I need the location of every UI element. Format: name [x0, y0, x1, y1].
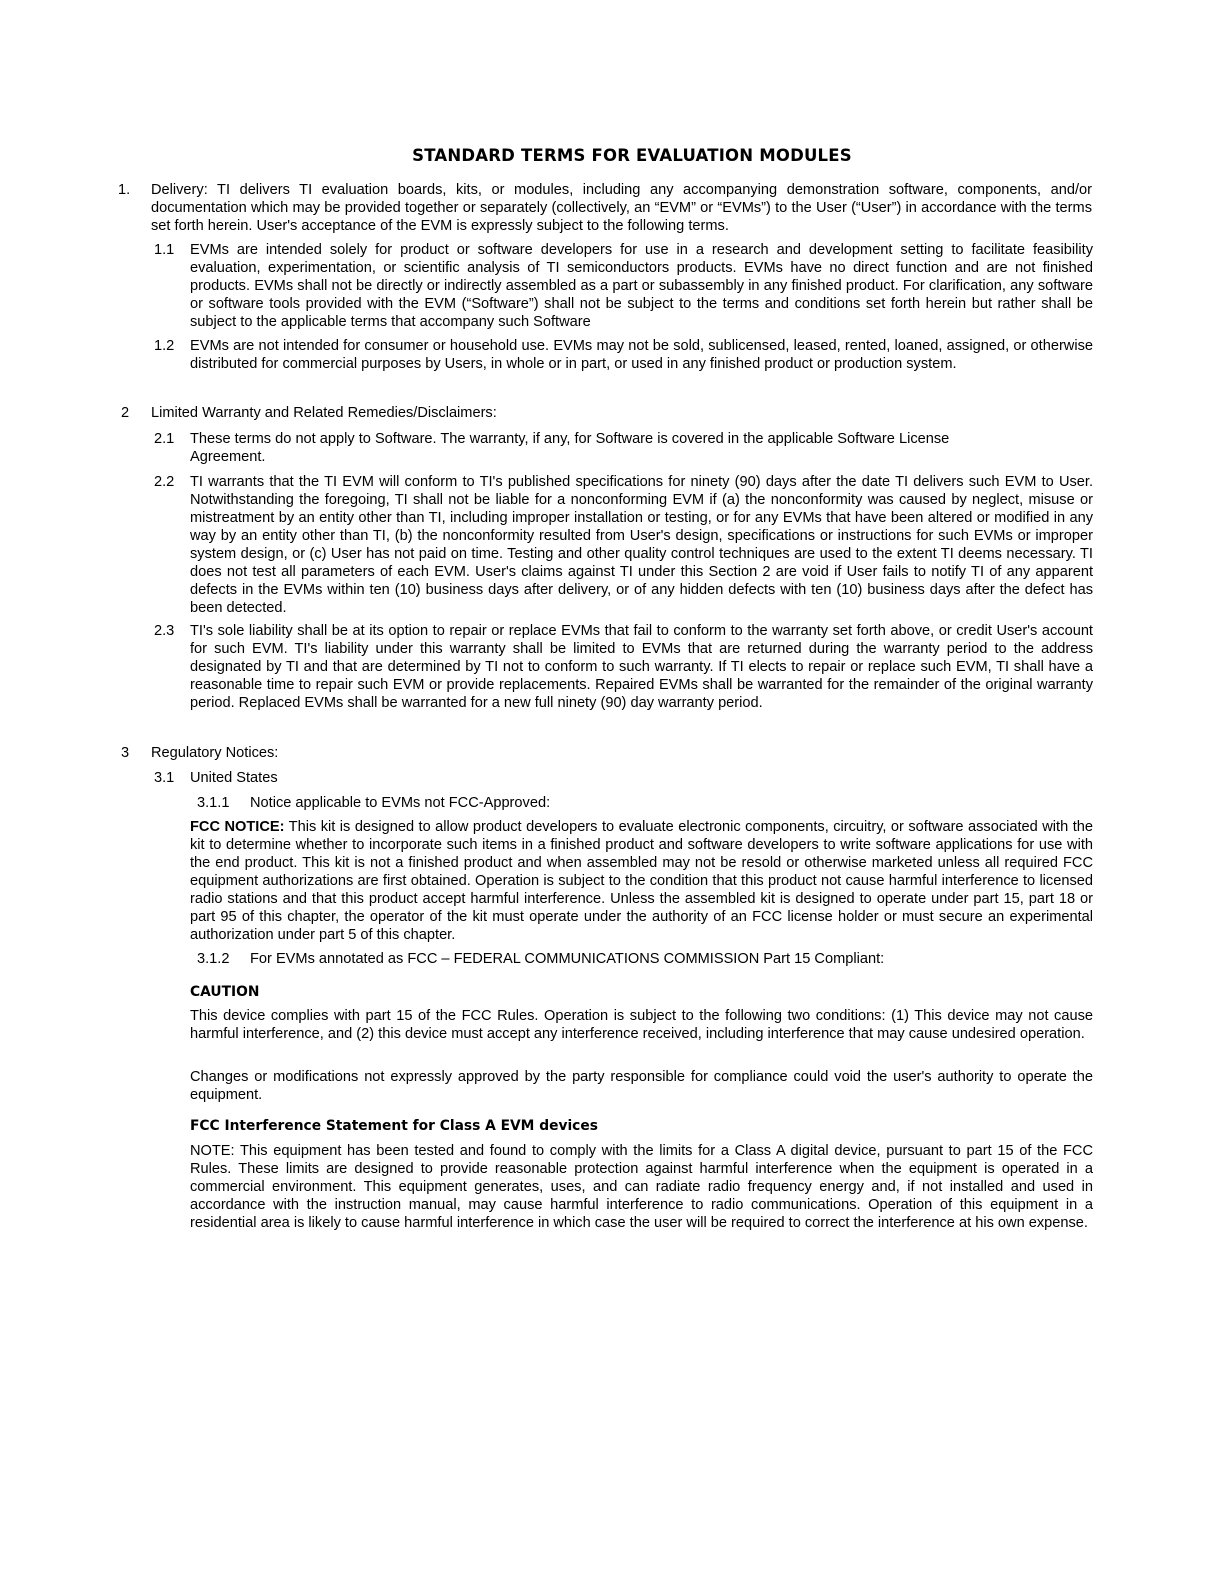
clause-3-1-text: United States — [190, 770, 278, 786]
clause-2-2-text: TI warrants that the TI EVM will conform to TI's published specifications for ninety (90) days after the date TI delivers such EVM to User. Notwithstanding the foregoing, TI shall not be liable for a nonconforming EVM if (a) the nonconformity was caused by neglect, misuse or mistreatment by an entity other than TI, including improper installation or testing, or for any EVMs that have been altered or modified in any way by an entity other than TI, (b) the nonconformity resulted from User's design, specifications or instructions for such EVMs or improper system design, or (c) User has not paid on time. Testing and other quality control techniques are used to the extent TI deems necessary. TI does not test all parameters of each EVM. User's claims against TI under this Section 2 are void if User fails to notify TI of any apparent defects in the EVMs within ten (10) business days after delivery, or of any hidden defects with ten (10) business days after the defect has been detected. — [190, 474, 1093, 616]
section-regulatory-heading: Regulatory Notices: — [151, 745, 279, 761]
clause-number: 3.1 — [154, 770, 175, 786]
section-delivery-text: Delivery: TI delivers TI evaluation boards, kits, or modules, including any accompanying demonstration software, components, and/or documentation which may be provided together or separately (collectively, an “EVM” or “EVMs”) to the User (“User”) in accordance with the terms set forth herein. User's acceptance of the EVM is expressly subject to the following terms. — [151, 182, 1092, 234]
fcc-notice-paragraph — [190, 818, 1093, 944]
clause-number: 1.1 — [154, 242, 175, 258]
changes-text: Changes or modifications not expressly approved by the party responsible for compliance could void the user's authority to operate the equipment. — [190, 1069, 1093, 1103]
section-number: 3 — [121, 745, 130, 761]
clause-1-1-text: EVMs are intended solely for product or software developers for use in a research and development setting to facilitate feasibility evaluation, experimentation, or scientific analysis of TI semiconductors products. EVMs have no direct function and are not finished products. EVMs shall not be directly or indirectly assembled as a part or subassembly in any finished product. For clarification, any software or software tools provided with the EVM (“Software”) shall not be subject to the terms and conditions set forth herein but rather shall be subject to the applicable terms that accompany such Software — [190, 242, 1093, 330]
clause-2-1-line2: Agreement. — [190, 449, 266, 465]
section-number: 2 — [121, 405, 130, 421]
fcc-notice-text: This kit is designed to allow product developers to evaluate electronic components, circuitry, or software associated with the kit to determine whether to incorporate such items in a finished product and software developers to write software applications for use with the end product. This kit is not a finished product and when assembled may not be resold or otherwise marketed unless all required FCC equipment authorizations are first obtained. Operation is subject to the condition that this product not cause harmful interference to licensed radio stations and that this product accept harmful interference. Unless the assembled kit is designed to operate under part 15, part 18 or part 95 of this chapter, the operator of the kit must operate under the authority of an FCC license holder or must secure an experimental authorization under part 5 of this chapter. — [190, 819, 1093, 943]
caution-text: This device complies with part 15 of the FCC Rules. Operation is subject to the following two conditions: (1) This device may not cause harmful interference, and (2) this device must accept any interference received, including interference that may cause undesired operation. — [190, 1008, 1093, 1042]
clause-number: 3.1.1 — [197, 795, 230, 811]
clause-1-2-text: EVMs are not intended for consumer or household use. EVMs may not be sold, sublicensed, leased, rented, loaned, assigned, or otherwise distributed for commercial purposes by Users, in whole or in part, or used in any finished product or production system. — [190, 338, 1093, 372]
section-warranty-heading: Limited Warranty and Related Remedies/Disclaimers: — [151, 405, 497, 421]
clause-3-1-1-text: Notice applicable to EVMs not FCC-Approved: — [250, 795, 551, 811]
clause-3-1-2-text: For EVMs annotated as FCC – FEDERAL COMMUNICATIONS COMMISSION Part 15 Compliant: — [250, 951, 885, 967]
clause-number: 1.2 — [154, 338, 175, 354]
clause-2-3-text: TI's sole liability shall be at its option to repair or replace EVMs that fail to conform to the warranty set forth above, or credit User's account for such EVM. TI's liability under this warranty shall be limited to EVMs that are returned during the warranty period to the address designated by TI and that are determined by TI not to conform to such warranty. If TI elects to repair or replace such EVM, TI shall have a reasonable time to repair such EVM or provide replacements. Repaired EVMs shall be warranted for the remainder of the original warranty period. Replaced EVMs shall be warranted for a new full ninety (90) day warranty period. — [190, 623, 1093, 711]
clause-2-1-line1: These terms do not apply to Software. The warranty, if any, for Software is covered in the applicable Software License — [190, 431, 950, 447]
clause-number: 3.1.2 — [197, 951, 230, 967]
section-number: 1. — [118, 182, 131, 198]
class-a-text: NOTE: This equipment has been tested and found to comply with the limits for a Class A digital device, pursuant to part 15 of the FCC Rules. These limits are designed to provide reasonable protection against harmful interference when the equipment is operated in a commercial environment. This equipment generates, uses, and can radiate radio frequency energy and, if not installed and used in accordance with the instruction manual, may cause harmful interference to radio communications. Operation of this equipment in a residential area is likely to cause harmful interference in which case the user will be required to correct the interference at his own expense. — [190, 1143, 1093, 1231]
clause-number: 2.2 — [154, 474, 175, 490]
caution-heading: CAUTION — [190, 984, 260, 1000]
class-a-heading: FCC Interference Statement for Class A EVM devices — [190, 1118, 598, 1134]
fcc-notice-label: FCC NOTICE: — [190, 819, 285, 835]
clause-number: 2.3 — [154, 623, 175, 639]
page-title: STANDARD TERMS FOR EVALUATION MODULES — [412, 146, 852, 165]
clause-number: 2.1 — [154, 431, 175, 447]
